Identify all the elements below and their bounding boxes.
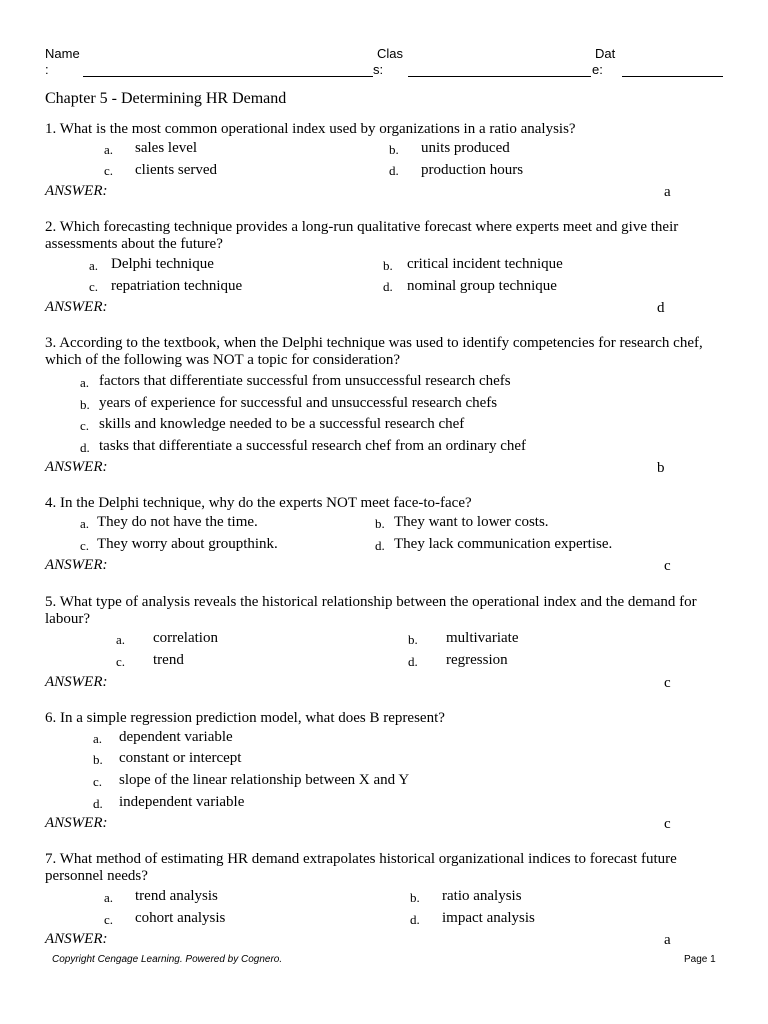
option-text: constant or intercept: [119, 750, 242, 766]
option-letter: d.: [408, 654, 418, 669]
option-letter: c.: [89, 279, 99, 294]
option-text: critical incident technique: [407, 256, 563, 272]
question-7: [45, 851, 725, 885]
option-text: cohort analysis: [135, 910, 226, 926]
question-number: 6.: [45, 710, 57, 726]
question-2: [45, 219, 725, 253]
option-text: multivariate: [446, 630, 519, 646]
option-letter: b.: [410, 890, 420, 905]
option-text: tasks that differentiate a successful research chef from an ordinary chef: [99, 438, 527, 454]
footer-copyright: Copyright Cengage Learning. Powered by Cognero.: [52, 954, 283, 965]
answer-label: ANSWER:: [45, 931, 108, 947]
option-text: trend analysis: [135, 888, 218, 904]
option-text: factors that differentiate successful from unsuccessful research chefs: [99, 373, 511, 389]
answer-label: ANSWER:: [45, 183, 108, 199]
option-letter: a.: [116, 632, 126, 647]
name-field-line[interactable]: [83, 76, 373, 77]
question-text: According to the textbook, when the Delphi technique was used to identify competencies for research chef, which of the following was NOT a topic for consideration?: [45, 335, 703, 368]
option-letter: d.: [80, 440, 90, 455]
option-letter: b.: [408, 632, 418, 647]
option-text: They lack communication expertise.: [394, 536, 613, 552]
option-text: nominal group technique: [407, 278, 557, 294]
date-label: Dat: [595, 46, 616, 61]
option-letter: c.: [93, 774, 103, 789]
answer-label: ANSWER:: [45, 459, 108, 475]
option-text: ratio analysis: [442, 888, 522, 904]
option-letter: c.: [104, 912, 114, 927]
answer-label: ANSWER:: [45, 299, 108, 315]
class-label: Clas: [377, 46, 404, 61]
option-letter: d.: [389, 163, 399, 178]
option-text: Delphi technique: [111, 256, 214, 272]
option-letter: a.: [93, 731, 103, 746]
class-field-line[interactable]: [408, 76, 591, 77]
question-3: [45, 335, 725, 369]
option-text: They worry about groupthink.: [97, 536, 278, 552]
option-letter: a.: [104, 142, 114, 157]
option-text: clients served: [135, 162, 218, 178]
question-text: What type of analysis reveals the historical relationship between the operational index and the demand for labour?: [45, 594, 697, 627]
option-letter: a.: [80, 375, 90, 390]
option-text: independent variable: [119, 794, 245, 810]
option-letter: a.: [104, 890, 114, 905]
answer-label: ANSWER:: [45, 815, 108, 831]
option-letter: b.: [383, 258, 393, 273]
option-letter: d.: [410, 912, 420, 927]
option-letter: d.: [375, 538, 385, 553]
option-text: production hours: [421, 162, 524, 178]
option-text: sales level: [135, 140, 198, 156]
option-letter: b.: [375, 516, 385, 531]
name-label-colon: :: [45, 62, 49, 77]
option-text: skills and knowledge needed to be a successful research chef: [99, 416, 465, 432]
option-letter: c.: [80, 538, 90, 553]
question-number: 7.: [45, 851, 57, 867]
date-field-line[interactable]: [622, 76, 723, 77]
option-text: correlation: [153, 630, 218, 646]
question-text: What is the most common operational index used by organizations in a ratio analysis?: [59, 121, 576, 137]
option-text: dependent variable: [119, 729, 233, 745]
answer-value: d: [657, 300, 665, 316]
option-letter: c.: [80, 418, 90, 433]
option-text: impact analysis: [442, 910, 535, 926]
option-letter: b.: [93, 752, 103, 767]
option-text: units produced: [421, 140, 510, 156]
option-text: regression: [446, 652, 508, 668]
option-letter: c.: [116, 654, 126, 669]
question-text: In the Delphi technique, why do the experts NOT meet face-to-face?: [60, 495, 472, 511]
option-text: slope of the linear relationship between X and Y: [119, 772, 410, 788]
question-number: 2.: [45, 219, 57, 235]
answer-value: b: [657, 460, 665, 476]
question-5: [45, 594, 725, 628]
answer-value: a: [664, 932, 671, 948]
option-letter: d.: [93, 796, 103, 811]
option-letter: b.: [389, 142, 399, 157]
question-number: 5.: [45, 594, 57, 610]
answer-label: ANSWER:: [45, 557, 108, 573]
option-text: They want to lower costs.: [394, 514, 549, 530]
class-label-suffix: s:: [373, 62, 384, 77]
option-text: years of experience for successful and unsuccessful research chefs: [99, 395, 498, 411]
option-text: repatriation technique: [111, 278, 243, 294]
option-letter: a.: [89, 258, 99, 273]
page-number: Page 1: [684, 954, 716, 965]
question-number: 1.: [45, 121, 57, 137]
answer-value: c: [664, 558, 671, 574]
name-label: Name: [45, 46, 80, 61]
date-label-suffix: e:: [592, 62, 603, 77]
page-title: Chapter 5 - Determining HR Demand: [45, 90, 287, 107]
answer-value: c: [664, 816, 671, 832]
answer-label: ANSWER:: [45, 674, 108, 690]
option-letter: c.: [104, 163, 114, 178]
question-number: 3.: [45, 335, 57, 351]
answer-value: a: [664, 184, 671, 200]
option-text: trend: [153, 652, 184, 668]
question-number: 4.: [45, 495, 57, 511]
answer-value: c: [664, 675, 671, 691]
question-text: Which forecasting technique provides a long-run qualitative forecast where experts meet and give their assessments about the future?: [45, 219, 679, 252]
question-text: In a simple regression prediction model, what does B represent?: [60, 710, 445, 726]
option-text: They do not have the time.: [97, 514, 258, 530]
option-letter: b.: [80, 397, 90, 412]
question-1: [45, 121, 725, 138]
option-letter: a.: [80, 516, 90, 531]
question-text: What method of estimating HR demand extrapolates historical organizational indices to forecast future personnel needs?: [45, 851, 677, 884]
option-letter: d.: [383, 279, 393, 294]
question-4: [45, 495, 725, 512]
question-6: [45, 710, 725, 727]
